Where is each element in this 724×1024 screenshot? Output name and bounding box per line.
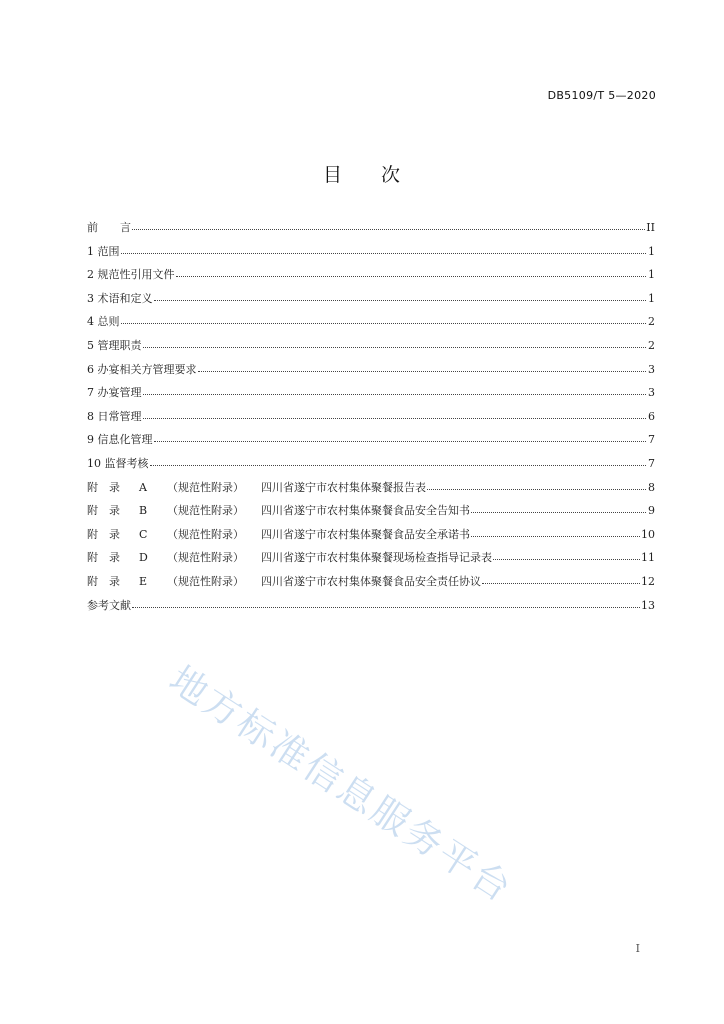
toc-entry-page: II <box>646 221 655 234</box>
appendix-letter: B <box>139 504 148 518</box>
toc-entry-page: 7 <box>648 456 655 470</box>
toc-entry-party-requirements[interactable] <box>87 361 655 385</box>
leader-dots <box>482 582 640 584</box>
appendix-letter: D <box>139 551 148 565</box>
toc-entry-label: 8 日常管理 <box>87 409 142 423</box>
toc-entry-label: 3 术语和定义 <box>87 291 153 305</box>
leader-dots <box>471 511 646 513</box>
toc-entry-page: 7 <box>648 433 655 447</box>
toc-entry-label <box>87 479 426 495</box>
toc-title-part2: 次 <box>381 164 402 186</box>
appendix-word: 附 录 <box>87 551 120 565</box>
toc-entry-label: 6 办宴相关方管理要求 <box>87 362 197 376</box>
toc-entry-label: 10 监督考核 <box>87 456 149 470</box>
toc-entry-page: 10 <box>641 527 655 541</box>
table-of-contents <box>87 219 655 620</box>
leader-dots <box>154 440 647 442</box>
toc-entry-page: 8 <box>648 480 655 494</box>
toc-title-part1: 目 <box>322 164 343 186</box>
leader-dots <box>143 346 647 348</box>
leader-dots <box>198 370 647 372</box>
appendix-word: 附 录 <box>87 504 120 518</box>
toc-entry-label: 9 信息化管理 <box>87 433 153 447</box>
appendix-type: （规范性附录） <box>167 551 244 565</box>
toc-entry-references[interactable] <box>87 597 655 621</box>
toc-entry-label: 参考文献 <box>87 598 131 612</box>
toc-entry-label: 5 管理职责 <box>87 338 142 352</box>
toc-entry-page: 2 <box>648 338 655 352</box>
toc-entry-banquet-management[interactable] <box>87 384 655 408</box>
toc-entry-label <box>87 549 492 565</box>
toc-entry-supervision[interactable] <box>87 455 655 479</box>
toc-entry-daily-management[interactable] <box>87 408 655 432</box>
page-number: I <box>635 942 640 955</box>
toc-entry-appendix-e[interactable] <box>87 573 655 597</box>
toc-entry-page: 1 <box>648 244 655 258</box>
leader-dots <box>132 228 645 230</box>
toc-entry-appendix-c[interactable] <box>87 526 655 550</box>
toc-entry-label: 1 范围 <box>87 244 120 258</box>
leader-dots <box>143 393 647 395</box>
toc-title <box>0 160 724 187</box>
document-code: DB5109/T 5—2020 <box>547 89 656 102</box>
toc-entry-appendix-d[interactable] <box>87 549 655 573</box>
appendix-word: 附 录 <box>87 527 120 541</box>
appendix-type: （规范性附录） <box>167 574 244 588</box>
appendix-letter: A <box>139 480 147 494</box>
appendix-title: 四川省遂宁市农村集体聚餐报告表 <box>261 480 426 494</box>
toc-entry-foreword[interactable] <box>87 219 655 243</box>
appendix-type: （规范性附录） <box>167 527 244 541</box>
toc-entry-label: 7 办宴管理 <box>87 386 142 400</box>
toc-entry-label <box>87 502 470 518</box>
toc-entry-general[interactable] <box>87 313 655 337</box>
toc-entry-page: 3 <box>648 386 655 400</box>
appendix-title: 四川省遂宁市农村集体聚餐食品安全承诺书 <box>261 527 470 541</box>
toc-entry-appendix-a[interactable] <box>87 479 655 503</box>
leader-dots <box>154 299 647 301</box>
toc-entry-page: 11 <box>641 551 655 565</box>
appendix-title: 四川省遂宁市农村集体聚餐食品安全责任协议 <box>261 574 481 588</box>
appendix-word: 附 录 <box>87 480 120 494</box>
toc-entry-label: 前 言 <box>87 221 131 234</box>
toc-entry-label: 4 总则 <box>87 315 120 329</box>
toc-entry-responsibilities[interactable] <box>87 337 655 361</box>
toc-entry-informatization[interactable] <box>87 431 655 455</box>
toc-entry-terms[interactable] <box>87 290 655 314</box>
appendix-title: 四川省遂宁市农村集体聚餐食品安全告知书 <box>261 504 470 518</box>
appendix-type: （规范性附录） <box>167 480 244 494</box>
leader-dots <box>471 535 640 537</box>
toc-entry-page: 9 <box>648 504 655 518</box>
toc-entry-page: 3 <box>648 362 655 376</box>
toc-entry-page: 13 <box>641 598 655 612</box>
leader-dots <box>121 322 647 324</box>
leader-dots <box>427 488 646 490</box>
toc-entry-label <box>87 573 481 589</box>
leader-dots <box>493 558 640 560</box>
leader-dots <box>150 464 647 466</box>
leader-dots <box>143 417 647 419</box>
toc-entry-page: 1 <box>648 268 655 282</box>
toc-entry-normative-references[interactable] <box>87 266 655 290</box>
appendix-letter: C <box>139 527 148 541</box>
toc-entry-page: 2 <box>648 315 655 329</box>
leader-dots <box>121 252 647 254</box>
toc-entry-page: 6 <box>648 409 655 423</box>
toc-entry-label: 2 规范性引用文件 <box>87 268 175 282</box>
appendix-type: （规范性附录） <box>167 504 244 518</box>
leader-dots <box>132 606 640 608</box>
appendix-letter: E <box>139 574 148 588</box>
appendix-title: 四川省遂宁市农村集体聚餐现场检查指导记录表 <box>261 551 492 565</box>
toc-entry-scope[interactable] <box>87 243 655 267</box>
toc-entry-appendix-b[interactable] <box>87 502 655 526</box>
appendix-word: 附 录 <box>87 574 120 588</box>
watermark: 地方标准信息服务平台 <box>161 657 521 912</box>
leader-dots <box>176 275 647 277</box>
toc-entry-page: 12 <box>641 574 655 588</box>
toc-entry-page: 1 <box>648 291 655 305</box>
toc-entry-label <box>87 526 470 542</box>
